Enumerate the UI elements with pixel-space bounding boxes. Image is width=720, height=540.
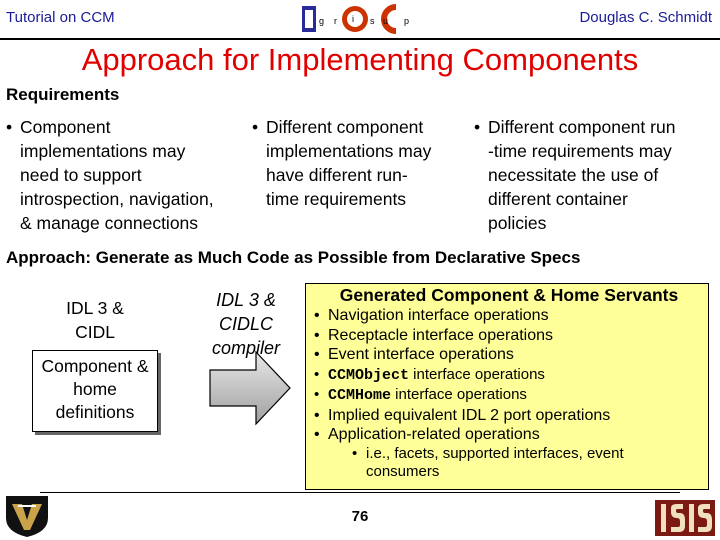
comp-line-3: definitions — [55, 402, 135, 422]
footer-divider — [40, 492, 680, 493]
requirements-heading: Requirements — [6, 85, 120, 104]
comp-line-2: home — [73, 379, 117, 399]
req3-line-2: -time requirements may — [488, 141, 672, 161]
req2-line-2: implementations may — [266, 141, 432, 161]
req2-line-1: • Different component — [252, 115, 482, 139]
ccmhome-text: interface operations — [391, 386, 527, 403]
req2-line-4: time requirements — [266, 189, 407, 209]
list-item: • Receptacle interface operations — [314, 326, 704, 346]
compiler-line-1: IDL 3 & — [216, 290, 276, 310]
idl-line-1: IDL 3 & — [66, 298, 124, 318]
idl-line-2: CIDL — [75, 322, 115, 342]
compiler-line-2: CIDLC — [218, 314, 273, 334]
comp-line-1: Component & — [41, 356, 149, 376]
sub-item-line-2: consumers — [366, 462, 440, 480]
logo-letter-i: i — [352, 14, 354, 24]
doc-group-logo — [300, 2, 418, 36]
logo-letter-r: r — [334, 16, 337, 26]
logo-letter-u: u — [383, 16, 389, 26]
requirement-column-3 — [474, 115, 719, 235]
req1-line-3: need to support — [20, 165, 142, 185]
logo-letter-p: p — [404, 16, 410, 26]
ccmobject-code: CCMObject — [328, 366, 410, 384]
idl-cidl-label — [40, 296, 150, 344]
req1-line-1: • Component — [6, 115, 256, 139]
list-item — [314, 365, 704, 386]
list-item: • Application-related operations — [314, 425, 704, 445]
component-definitions-box — [32, 350, 158, 432]
approach-heading: Approach: Generate as Much Code as Possible from Declarative Specs — [6, 248, 581, 267]
slide-title: Approach for Implementing Components — [81, 42, 639, 77]
header-right: Douglas C. Schmidt — [579, 9, 712, 26]
header-left: Tutorial on CCM — [6, 9, 115, 26]
req1-line-2: implementations may — [20, 141, 186, 161]
req2-line-3: have different run- — [266, 165, 408, 185]
requirement-column-1 — [6, 115, 256, 235]
req3-line-5: policies — [488, 213, 547, 233]
compiler-arrow-icon — [208, 348, 292, 428]
sub-item-line-1: • i.e., facets, supported interfaces, event — [314, 445, 704, 463]
generated-servants-title: Generated Component & Home Servants — [339, 285, 679, 305]
logo-letter-g: g — [319, 16, 325, 26]
requirement-column-2 — [252, 115, 482, 211]
req3-line-4: different container — [488, 189, 628, 209]
ccmobject-text: interface operations — [409, 365, 545, 383]
generated-operations-list — [314, 306, 704, 481]
logo-letter-s: s — [370, 16, 375, 26]
title-divider — [0, 38, 720, 40]
list-item: • Event interface operations — [314, 345, 704, 365]
compiler-line-3: compiler — [211, 338, 281, 358]
ccmhome-code: CCMHome — [328, 387, 392, 404]
list-item: • Navigation interface operations — [314, 306, 704, 326]
req3-line-3: necessitate the use of — [488, 165, 659, 185]
list-item — [314, 385, 704, 406]
page-number: 76 — [351, 508, 369, 525]
req1-line-4: introspection, navigation, — [20, 189, 214, 209]
list-item: • Implied equivalent IDL 2 port operations — [314, 406, 704, 426]
req3-line-1: • Different component run — [474, 115, 719, 139]
isis-logo — [655, 500, 715, 536]
req1-line-5: & manage connections — [20, 213, 199, 233]
